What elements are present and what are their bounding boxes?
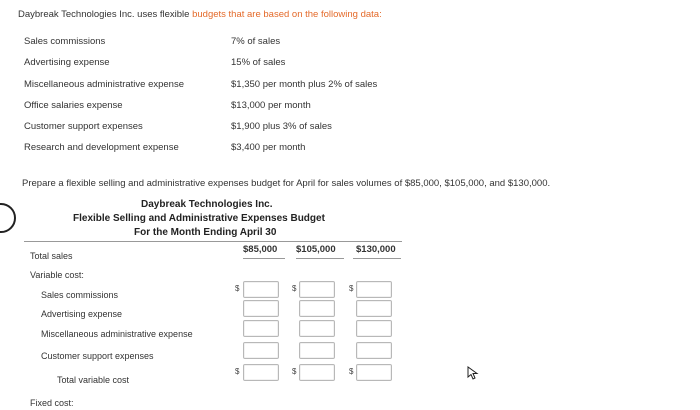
advertising-row-label: Advertising expense — [41, 309, 123, 319]
sales-commissions-85000-input[interactable] — [243, 281, 279, 298]
dollar-sign: $ — [349, 284, 354, 293]
dollar-sign: $ — [235, 367, 240, 376]
intro-text — [18, 9, 382, 20]
data-value-advertising: 15% of sales — [231, 57, 286, 68]
sales-commissions-105000-input[interactable] — [299, 281, 335, 298]
instruction-text: Prepare a flexible selling and administrative expenses budget for April for sales volumes of $85,000, $105,000, and $130,000. — [22, 178, 551, 189]
customer-support-105000-input[interactable] — [299, 342, 335, 359]
header-rule — [24, 241, 402, 242]
total-variable-130000-input[interactable] — [356, 364, 392, 381]
data-label-research: Research and development expense — [24, 142, 179, 153]
data-value-research: $3,400 per month — [231, 142, 306, 153]
misc-admin-85000-input[interactable] — [243, 320, 279, 337]
column-rule-1 — [243, 258, 285, 259]
data-value-office-salaries: $13,000 per month — [231, 100, 311, 111]
misc-admin-130000-input[interactable] — [356, 320, 392, 337]
total-variable-85000-input[interactable] — [243, 364, 279, 381]
data-label-customer-support: Customer support expenses — [24, 121, 143, 132]
advertising-130000-input[interactable] — [356, 300, 392, 317]
sales-commissions-row-label: Sales commissions — [41, 290, 119, 300]
sales-commissions-130000-input[interactable] — [356, 281, 392, 298]
data-value-misc-admin: $1,350 per month plus 2% of sales — [231, 79, 378, 90]
misc-admin-105000-input[interactable] — [299, 320, 335, 337]
column-header-105000: $105,000 — [296, 244, 336, 255]
dollar-sign: $ — [349, 367, 354, 376]
dollar-sign: $ — [235, 284, 240, 293]
intro-text-highlight: budgets that are based on the following data: — [192, 9, 382, 20]
budget-period: For the Month Ending April 30 — [134, 227, 277, 238]
data-label-misc-admin: Miscellaneous administrative expense — [24, 79, 184, 90]
column-rule-2 — [296, 258, 344, 259]
column-header-130000: $130,000 — [356, 244, 396, 255]
customer-support-85000-input[interactable] — [243, 342, 279, 359]
misc-admin-row-label: Miscellaneous administrative expense — [41, 329, 193, 339]
variable-cost-label: Variable cost: — [30, 270, 84, 280]
data-value-sales-commissions: 7% of sales — [231, 36, 281, 47]
customer-support-row-label: Customer support expenses — [41, 351, 154, 361]
data-label-advertising: Advertising expense — [24, 57, 110, 68]
advertising-85000-input[interactable] — [243, 300, 279, 317]
dollar-sign: $ — [292, 284, 297, 293]
data-label-sales-commissions: Sales commissions — [24, 36, 106, 47]
budget-company: Daybreak Technologies Inc. — [141, 199, 273, 210]
budget-title: Flexible Selling and Administrative Expenses Budget — [73, 213, 325, 224]
column-rule-3 — [353, 258, 401, 259]
data-label-office-salaries: Office salaries expense — [24, 100, 123, 111]
advertising-105000-input[interactable] — [299, 300, 335, 317]
total-sales-label: Total sales — [30, 251, 73, 261]
fixed-cost-label: Fixed cost: — [30, 398, 74, 408]
intro-text-start: Daybreak Technologies Inc. uses flexible — [18, 9, 193, 20]
dollar-sign: $ — [292, 367, 297, 376]
customer-support-130000-input[interactable] — [356, 342, 392, 359]
total-variable-105000-input[interactable] — [299, 364, 335, 381]
circle-marker — [0, 203, 16, 233]
data-value-customer-support: $1,900 plus 3% of sales — [231, 121, 332, 132]
column-header-85000: $85,000 — [243, 244, 278, 255]
total-variable-label: Total variable cost — [57, 375, 130, 385]
mouse-cursor-icon — [467, 366, 479, 380]
